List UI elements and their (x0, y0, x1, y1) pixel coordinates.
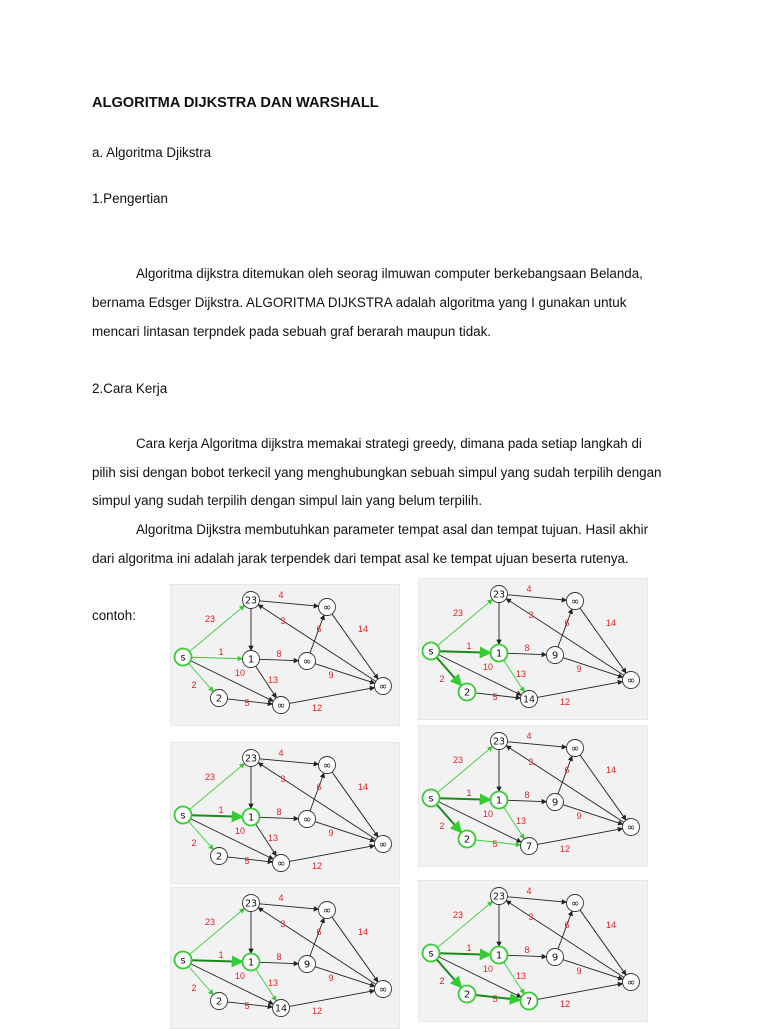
edge-weight-c-f: 5 (244, 856, 250, 866)
graph-edge-a-e (507, 595, 566, 600)
dijkstra-step-figure (170, 584, 400, 726)
graph-edge-g-a (506, 898, 624, 978)
edge-weight-a-e: 4 (278, 893, 284, 903)
node-label-f: 7 (525, 996, 533, 1008)
node-label-c: 2 (215, 693, 223, 705)
edge-weight-b-f: 13 (267, 978, 279, 988)
graph-edge-s-b (191, 960, 242, 962)
edge-weight-d-e: 6 (316, 782, 322, 792)
node-label-g: ∞ (626, 822, 636, 834)
graph-edge-d-g (315, 822, 375, 842)
graph-edge-d-e (310, 615, 324, 653)
graph-edge-e-g (332, 614, 378, 679)
edge-weight-s-c: 2 (191, 983, 197, 993)
node-label-f: ∞ (276, 700, 286, 712)
edge-weight-s-f: 10 (234, 971, 246, 981)
edge-weight-c-f: 5 (244, 1001, 250, 1011)
edge-weight-c-f: 5 (244, 698, 250, 708)
edge-weight-g-a: 3 (280, 919, 286, 929)
node-label-d: ∞ (302, 814, 312, 826)
graph-edge-e-g (580, 608, 626, 673)
edge-weight-s-c: 2 (439, 674, 445, 684)
node-label-g: ∞ (626, 977, 636, 989)
edge-weight-s-c: 2 (439, 976, 445, 986)
node-label-f: ∞ (276, 858, 286, 870)
node-label-e: ∞ (322, 602, 332, 614)
edge-weight-d-g: 9 (576, 966, 582, 976)
paragraph-line: mencari lintasan terpndek pada sebuah graf berarah maupun tidak. (92, 324, 491, 339)
node-label-e: ∞ (322, 760, 332, 772)
edge-weight-e-g: 14 (357, 782, 369, 792)
graph-edge-e-g (332, 772, 378, 837)
node-label-c: 2 (463, 687, 471, 699)
graph-edge-s-b (439, 953, 490, 955)
edge-weight-d-e: 6 (316, 624, 322, 634)
graph-edge-e-g (580, 910, 626, 975)
graph-edge-f-g (537, 682, 622, 698)
edge-weight-s-a: 23 (452, 910, 464, 920)
node-label-d: 9 (303, 959, 311, 971)
graph-edge-b-d (259, 817, 298, 818)
node-label-g: ∞ (378, 839, 388, 851)
dijkstra-step-figure (170, 887, 400, 1029)
node-label-s: s (180, 652, 186, 664)
graph-edge-g-a (506, 596, 624, 676)
graph-edge-s-a (438, 901, 493, 947)
node-label-s: s (428, 793, 434, 805)
graph-edge-c-f (475, 693, 520, 698)
graph-edge-d-g (315, 967, 375, 987)
node-label-d: ∞ (302, 656, 312, 668)
node-label-s: s (180, 955, 186, 967)
paragraph-line: bernama Edsger Dijkstra. ALGORITMA DIJKSTRA adalah algoritma yang I gunakan untuk (92, 295, 627, 310)
graph-edge-f-g (537, 829, 622, 845)
edge-weight-b-d: 8 (524, 643, 530, 653)
edge-weight-e-g: 14 (605, 618, 617, 628)
edge-weight-d-e: 6 (316, 927, 322, 937)
node-label-b: 1 (247, 957, 255, 969)
edge-weight-b-d: 8 (524, 945, 530, 955)
graph-edge-g-a (258, 905, 376, 985)
edge-weight-a-e: 4 (278, 748, 284, 758)
edge-weight-d-g: 9 (328, 973, 334, 983)
graph-edge-s-b (191, 815, 242, 817)
graph-edge-c-f (475, 840, 520, 845)
edge-weight-g-a: 3 (280, 616, 286, 626)
graph-svg (171, 888, 399, 1028)
graph-edge-d-e (558, 609, 572, 647)
paragraph-line: Algoritma Dijkstra membutuhkan parameter tempat asal dan tempat tujuan. Hasil akhir (136, 522, 649, 537)
dijkstra-step-figure (418, 578, 648, 720)
graph-edge-g-a (258, 602, 376, 682)
node-label-e: ∞ (322, 905, 332, 917)
edge-weight-d-g: 9 (576, 811, 582, 821)
node-label-b: 1 (495, 795, 503, 807)
edge-weight-g-a: 3 (528, 757, 534, 767)
graph-edge-s-a (190, 908, 245, 954)
graph-svg (419, 726, 647, 866)
edge-weight-s-c: 2 (191, 838, 197, 848)
node-label-s: s (428, 646, 434, 658)
edge-weight-s-f: 10 (482, 662, 494, 672)
edge-weight-s-f: 10 (482, 964, 494, 974)
graph-edge-c-f (475, 995, 520, 1000)
edge-weight-s-a: 23 (452, 755, 464, 765)
paragraph-line: pilih sisi dengan bobot terkecil yang menghubungkan sebuah simpul yang sudah terpilih dengan (92, 465, 662, 480)
edge-weight-d-e: 6 (564, 765, 570, 775)
edge-weight-f-g: 12 (559, 999, 571, 1009)
node-label-s: s (180, 810, 186, 822)
edge-weight-s-f: 10 (482, 809, 494, 819)
edge-weight-e-g: 14 (357, 624, 369, 634)
node-label-a: 23 (492, 736, 506, 748)
edge-weight-b-f: 13 (515, 971, 527, 981)
graph-edge-b-d (507, 800, 546, 801)
subheading-cara-kerja: 2.Cara Kerja (92, 381, 168, 396)
edge-weight-s-c: 2 (191, 680, 197, 690)
edge-weight-b-d: 8 (276, 807, 282, 817)
edge-weight-b-d: 8 (524, 790, 530, 800)
node-label-e: ∞ (570, 898, 580, 910)
edge-weight-e-g: 14 (605, 765, 617, 775)
graph-edge-b-d (507, 955, 546, 956)
node-label-b: 1 (247, 812, 255, 824)
graph-edge-d-e (558, 756, 572, 794)
edge-weight-s-a: 23 (204, 917, 216, 927)
node-label-d: 9 (551, 797, 559, 809)
paragraph-line: simpul yang sudah terpilih dengan simpul lain yang belum terpilih. (92, 493, 483, 508)
graph-edge-f-g (289, 688, 374, 704)
paragraph-line: Cara kerja Algoritma dijkstra memakai strategi greedy, dimana pada setiap langkah di (136, 436, 642, 451)
node-label-b: 1 (495, 950, 503, 962)
edge-weight-s-c: 2 (439, 821, 445, 831)
graph-edge-a-e (259, 904, 318, 909)
graph-edge-d-e (310, 773, 324, 811)
edge-weight-s-b: 1 (466, 943, 472, 953)
edge-weight-b-d: 8 (276, 952, 282, 962)
edge-weight-s-b: 1 (218, 805, 224, 815)
edge-weight-d-g: 9 (328, 828, 334, 838)
edge-weight-s-b: 1 (466, 788, 472, 798)
node-label-a: 23 (244, 898, 258, 910)
edge-weight-s-a: 23 (204, 772, 216, 782)
edge-weight-c-f: 5 (492, 692, 498, 702)
graph-edge-c-f (227, 857, 272, 862)
graph-edge-f-g (537, 984, 622, 1000)
graph-edge-g-a (506, 743, 624, 823)
graph-edge-d-g (315, 664, 375, 684)
edge-weight-f-g: 12 (559, 844, 571, 854)
node-label-s: s (428, 948, 434, 960)
graph-svg (171, 585, 399, 725)
edge-weight-d-g: 9 (328, 670, 334, 680)
edge-weight-s-f: 10 (234, 668, 246, 678)
node-label-g: ∞ (378, 984, 388, 996)
edge-weight-s-a: 23 (452, 608, 464, 618)
edge-weight-s-a: 23 (204, 614, 216, 624)
edge-weight-f-g: 12 (311, 703, 323, 713)
graph-edge-e-g (580, 755, 626, 820)
graph-edge-b-d (259, 962, 298, 963)
graph-edge-a-e (507, 897, 566, 902)
edge-weight-a-e: 4 (526, 886, 532, 896)
graph-edge-a-e (507, 742, 566, 747)
edge-weight-s-b: 1 (218, 647, 224, 657)
graph-edge-b-d (259, 659, 298, 660)
section-heading-a: a. Algoritma Djikstra (92, 145, 212, 160)
node-label-a: 23 (244, 753, 258, 765)
graph-edge-s-f (191, 661, 274, 702)
node-label-c: 2 (463, 989, 471, 1001)
graph-edge-d-g (563, 658, 623, 678)
dijkstra-step-figure (170, 742, 400, 884)
graph-edge-s-b (439, 651, 490, 653)
node-label-a: 23 (244, 595, 258, 607)
paragraph-line: Algoritma dijkstra ditemukan oleh seorag ilmuwan computer berkebangsaan Belanda, (136, 266, 643, 281)
edge-weight-a-e: 4 (526, 584, 532, 594)
edge-weight-d-e: 6 (564, 920, 570, 930)
edge-weight-f-g: 12 (559, 697, 571, 707)
graph-edge-a-e (259, 759, 318, 764)
node-label-c: 2 (463, 834, 471, 846)
edge-weight-a-e: 4 (526, 731, 532, 741)
dijkstra-step-figure (418, 880, 648, 1022)
graph-edge-s-a (438, 746, 493, 792)
node-label-e: ∞ (570, 596, 580, 608)
node-label-a: 23 (492, 589, 506, 601)
graph-edge-d-g (563, 805, 623, 825)
node-label-f: 7 (525, 841, 533, 853)
edge-weight-g-a: 3 (280, 774, 286, 784)
example-label: contoh: (92, 608, 136, 623)
graph-edge-a-e (259, 601, 318, 606)
edge-weight-b-f: 13 (267, 833, 279, 843)
graph-edge-s-b (191, 657, 242, 659)
graph-edge-d-g (563, 960, 623, 980)
edge-weight-f-g: 12 (311, 861, 323, 871)
graph-svg (419, 881, 647, 1021)
node-label-f: 14 (522, 694, 536, 706)
graph-edge-f-g (289, 991, 374, 1007)
edge-weight-g-a: 3 (528, 912, 534, 922)
node-label-g: ∞ (378, 681, 388, 693)
graph-edge-s-f (191, 819, 274, 860)
edge-weight-b-f: 13 (515, 816, 527, 826)
edge-weight-e-g: 14 (605, 920, 617, 930)
graph-edge-c-f (227, 1002, 272, 1007)
node-label-d: 9 (551, 952, 559, 964)
graph-edge-b-d (507, 653, 546, 654)
edge-weight-f-g: 12 (311, 1006, 323, 1016)
dijkstra-step-figure (418, 725, 648, 867)
node-label-e: ∞ (570, 743, 580, 755)
node-label-d: 9 (551, 650, 559, 662)
page-title: ALGORITMA DIJKSTRA DAN WARSHALL (92, 95, 379, 111)
graph-edge-d-e (558, 911, 572, 949)
graph-edge-f-g (289, 846, 374, 862)
edge-weight-g-a: 3 (528, 610, 534, 620)
node-label-f: 14 (274, 1003, 288, 1015)
graph-edge-s-f (191, 964, 274, 1005)
graph-edge-s-a (190, 763, 245, 809)
edge-weight-c-f: 5 (492, 994, 498, 1004)
edge-weight-e-g: 14 (357, 927, 369, 937)
edge-weight-c-f: 5 (492, 839, 498, 849)
graph-edge-c-f (227, 699, 272, 704)
edge-weight-b-f: 13 (515, 669, 527, 679)
graph-svg (419, 579, 647, 719)
graph-edge-g-a (258, 760, 376, 840)
node-label-c: 2 (215, 996, 223, 1008)
node-label-g: ∞ (626, 675, 636, 687)
edge-weight-a-e: 4 (278, 590, 284, 600)
graph-edge-s-a (190, 605, 245, 651)
graph-edge-d-e (310, 918, 324, 956)
subheading-pengertian: 1.Pengertian (92, 191, 168, 206)
edge-weight-d-e: 6 (564, 618, 570, 628)
graph-edge-s-b (439, 798, 490, 800)
node-label-c: 2 (215, 851, 223, 863)
graph-edge-s-a (438, 599, 493, 645)
edge-weight-b-f: 13 (267, 675, 279, 685)
paragraph-line: dari algoritma ini adalah jarak terpendek dari tempat asal ke tempat ujuan beserta rutenya. (92, 551, 629, 566)
graph-edge-e-g (332, 917, 378, 982)
edge-weight-s-b: 1 (466, 641, 472, 651)
graph-svg (171, 743, 399, 883)
node-label-b: 1 (247, 654, 255, 666)
node-label-b: 1 (495, 648, 503, 660)
edge-weight-s-b: 1 (218, 950, 224, 960)
edge-weight-d-g: 9 (576, 664, 582, 674)
edge-weight-b-d: 8 (276, 649, 282, 659)
node-label-a: 23 (492, 891, 506, 903)
edge-weight-s-f: 10 (234, 826, 246, 836)
